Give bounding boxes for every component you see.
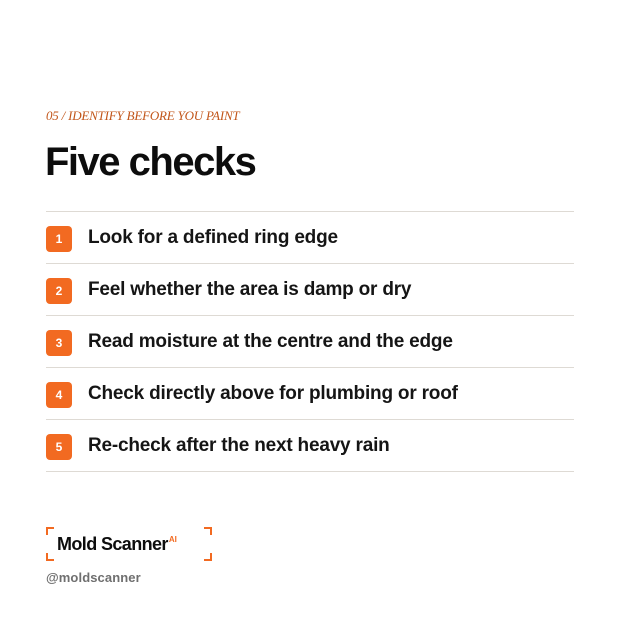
check-text: Look for a defined ring edge bbox=[88, 226, 338, 248]
brand-name bbox=[57, 534, 177, 555]
corner-bracket-icon bbox=[46, 527, 54, 535]
check-item bbox=[46, 264, 574, 316]
brand-ai-suffix: AI bbox=[168, 535, 177, 544]
check-item bbox=[46, 368, 574, 420]
check-item bbox=[46, 212, 574, 264]
corner-bracket-icon bbox=[46, 553, 54, 561]
check-text: Check directly above for plumbing or roof bbox=[88, 382, 458, 404]
section-eyebrow: 05 / IDENTIFY BEFORE YOU PAINT bbox=[46, 108, 240, 123]
check-text: Re-check after the next heavy rain bbox=[88, 434, 390, 456]
checklist bbox=[46, 211, 574, 472]
step-number-badge: 4 bbox=[46, 382, 72, 408]
page-title: Five checks bbox=[45, 140, 256, 184]
corner-bracket-icon bbox=[204, 527, 212, 535]
step-number-badge: 5 bbox=[46, 434, 72, 460]
check-text: Feel whether the area is damp or dry bbox=[88, 278, 412, 300]
brand-logo bbox=[46, 527, 212, 561]
corner-bracket-icon bbox=[204, 553, 212, 561]
step-number-badge: 2 bbox=[46, 278, 72, 304]
check-item bbox=[46, 420, 574, 472]
check-item bbox=[46, 316, 574, 368]
step-number-badge: 1 bbox=[46, 226, 72, 252]
social-handle: @moldscanner bbox=[46, 570, 141, 585]
step-number-badge: 3 bbox=[46, 330, 72, 356]
check-text: Read moisture at the centre and the edge bbox=[88, 330, 453, 352]
brand-name-text: Mold Scanner bbox=[57, 534, 168, 554]
